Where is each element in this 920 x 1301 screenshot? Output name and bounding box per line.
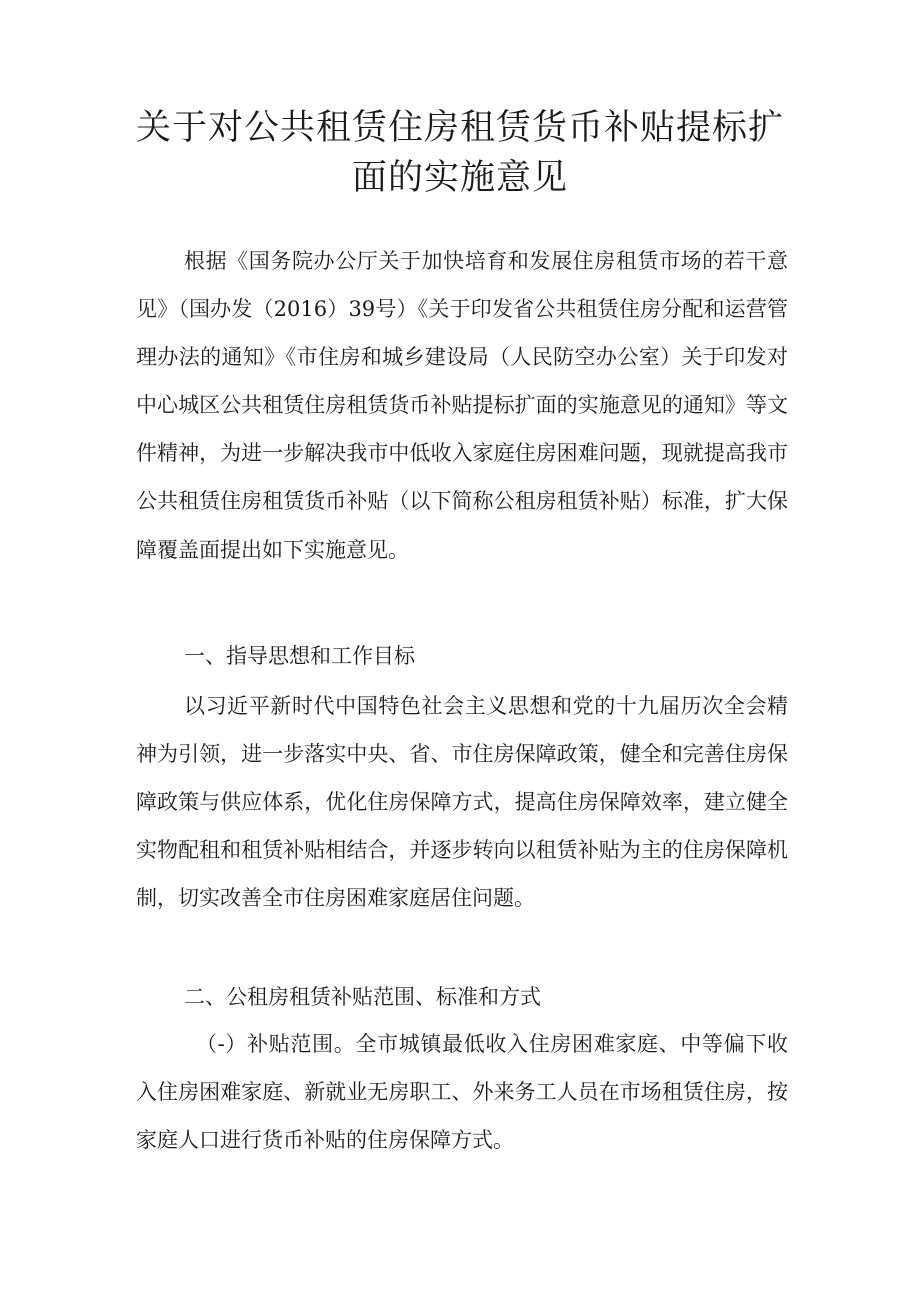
document-title-line-2: 面的实施意见 [351, 158, 568, 198]
section-2-subsection-1-paragraph: （-）补贴范围。全市城镇最低收入住房困难家庭、中等偏下收入住房困难家庭、新就业无房职工、外来务工人员在市场租赁住房，按家庭人口进行货币补贴的住房保障方式。 [136, 1032, 788, 1153]
section-1-heading: 一、指导思想和工作目标 [184, 644, 415, 668]
intro-paragraph: 根据《国务院办公厅关于加快培育和发展住房租赁市场的若干意见》（国办发（2016）39号）《关于印发省公共租赁住房分配和运营管理办法的通知》《市住房和城乡建设局（人民防空办公室）关于印发对中心城区公共租赁住房租赁货币补贴提标扩面的实施意见的通知》等文件精神，为进一步解决我市中低收入家庭住房困难问题，现就提高我市公共租赁住房租赁货币补贴（以下简称公租房租赁补贴）标准，扩大保障覆盖面提出如下实施意见。 [136, 249, 788, 562]
section-1-paragraph: 以习近平新时代中国特色社会主义思想和党的十九届历次全会精神为引领，进一步落实中央、省、市住房保障政策，健全和完善住房保障政策与供应体系，优化住房保障方式，提高住房保障效率，建立健全实物配租和租赁补贴相结合，并逐步转向以租赁补贴为主的住房保障机制，切实改善全市住房困难家庭居住问题。 [136, 694, 788, 911]
section-2-heading: 二、公租房租赁补贴范围、标准和方式 [184, 985, 541, 1009]
document-title-line-1: 关于对公共租赁住房租赁货币补贴提标扩 [135, 108, 784, 148]
